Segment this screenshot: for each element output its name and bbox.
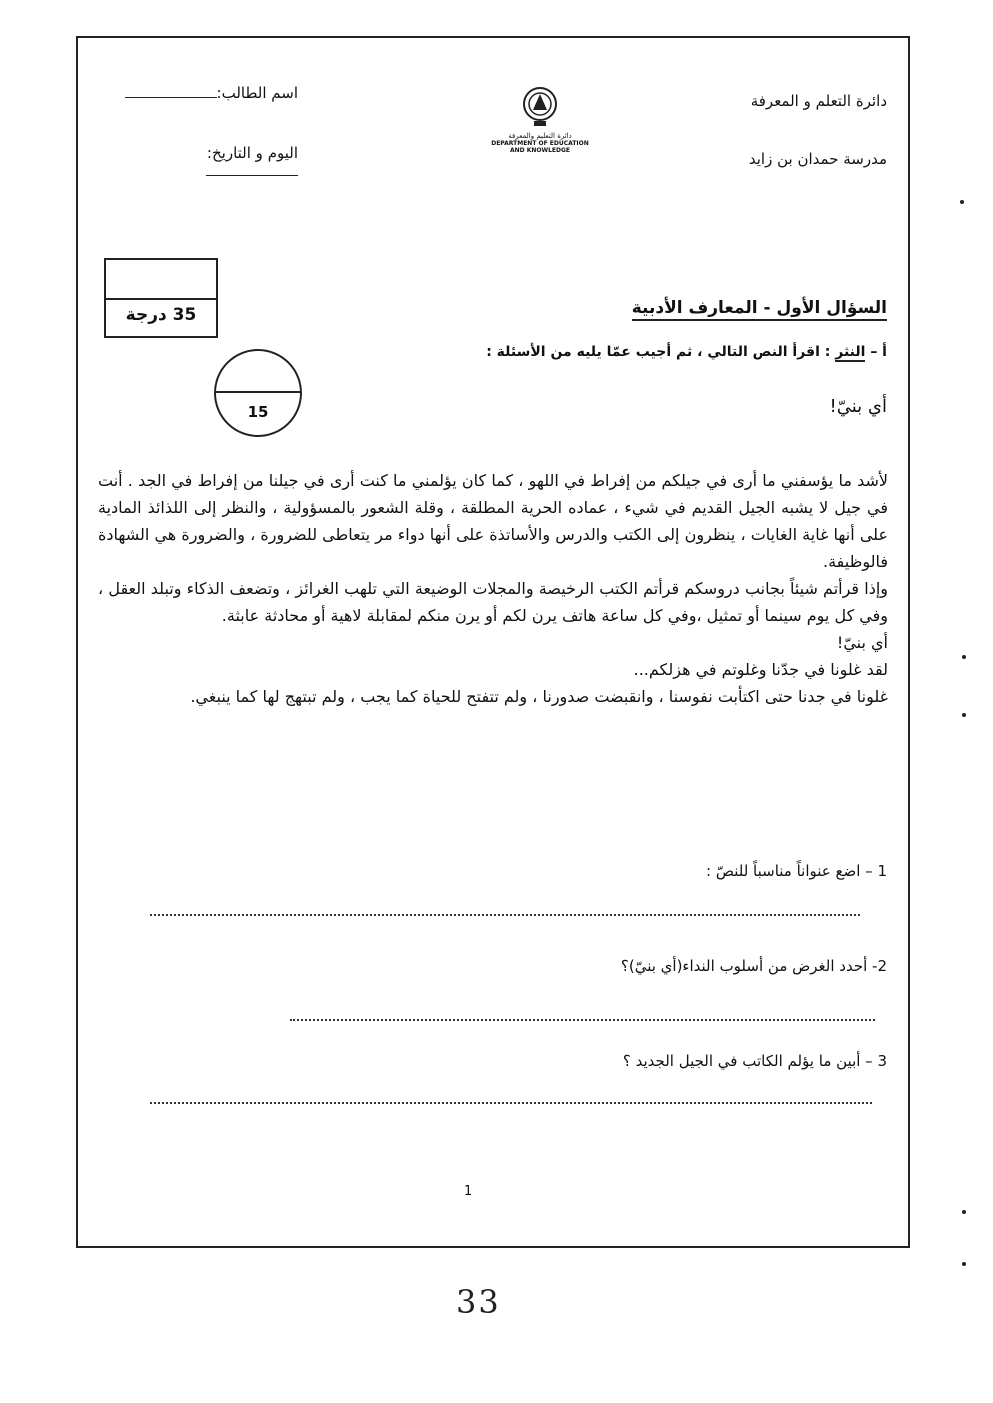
passage-paragraph: أي بنيّ! xyxy=(836,633,888,652)
logo-text-english-2: AND KNOWLEDGE xyxy=(509,147,571,154)
question-subheading xyxy=(486,344,887,360)
school-name: مدرسة حمدان بن زايد xyxy=(748,150,887,168)
page-number: 1 xyxy=(464,1184,473,1199)
section-score: 15 xyxy=(247,403,269,421)
scan-mark xyxy=(962,713,966,717)
department-name: دائرة التعلم و المعرفة xyxy=(750,92,887,110)
student-name-blank xyxy=(125,85,217,98)
scan-mark xyxy=(962,1262,966,1266)
passage-paragraph: لقد غلونا في جدّنا وغلوتم في هزلكم... xyxy=(633,660,888,679)
passage-paragraph: وإذا قرأتم شيئاً بجانب دروسكم قرأتم الكتب الرخيصة والمجلات الوضيعة التي تلهب الغرائز ، وتضعف الذكاء وتبلد العقل ، وفي كل يوم سينما أو تمثيل ،وفي كل ساعة هاتف يرن لكم أو يرن منكم لمقابلة لاهية أو محادثة عابثة. xyxy=(98,579,888,625)
sub-tag: النثر xyxy=(835,344,866,360)
total-score-box xyxy=(104,258,218,338)
passage-paragraph: لأشد ما يؤسفني ما أرى في جيلكم من إفراط في اللهو ، كما كان يؤلمني ما كنت أرى في جيلنا من إفراط في الجد . أنت في جيل لا يشبه الجيل القديم في شيء ، عماده الحرية المطلقة ، وقلة الشعور بالمسؤولية ، والنظر إلى اللذائذ المادية على أنها غاية الغايات ، ينظرون إلى الكتب والدرس والأساتذة على أنها دواء مر يتعاطى للضرورة ، والضرورة هي الشهادة فالوظيفة. xyxy=(98,471,888,571)
question-2: 2- أحدد الغرض من أسلوب النداء(أي بنيّ)؟ xyxy=(620,957,887,975)
passage-body xyxy=(98,467,888,710)
circle-divider xyxy=(216,391,300,393)
logo-text-arabic: دائرة التعليم والمعرفة xyxy=(508,132,572,140)
passage-paragraph: غلونا في جدنا حتى اكتأبت نفوسنا ، وانقبضت صدورنا ، ولم تتفتح للحياة كما يجب ، ولم تبتهج لها كما ينبغي. xyxy=(190,687,888,706)
falcon-emblem-icon xyxy=(520,84,560,128)
date-blank xyxy=(206,163,298,176)
score-divider xyxy=(106,298,216,300)
question-title: السؤال الأول - المعارف الأدبية xyxy=(632,298,887,321)
scan-mark xyxy=(962,655,966,659)
total-score: 35 درجة xyxy=(125,305,197,325)
logo-text-english-1: DEPARTMENT OF EDUCATION xyxy=(491,140,589,147)
date-field xyxy=(118,144,298,180)
scan-mark xyxy=(962,1210,966,1214)
student-name-field xyxy=(118,84,298,102)
answer-line-1[interactable] xyxy=(150,913,860,916)
ministry-logo xyxy=(476,84,604,154)
scan-mark xyxy=(960,200,964,204)
sub-instruction: : اقرأ النص التالي ، ثم أجيب عمّا يليه من الأسئلة : xyxy=(486,344,831,360)
question-3: 3 – أبين ما يؤلم الكاتب في الجيل الجديد ؟ xyxy=(622,1052,887,1070)
handwritten-page-number: 33 xyxy=(456,1283,501,1321)
passage-greeting: أي بنيّ! xyxy=(829,396,887,417)
answer-line-2[interactable] xyxy=(290,1018,875,1021)
date-label: اليوم و التاريخ: xyxy=(206,144,298,162)
answer-line-3[interactable] xyxy=(150,1101,872,1104)
student-name-label: اسم الطالب: xyxy=(216,84,298,102)
section-score-circle xyxy=(214,349,302,437)
sub-label: أ – xyxy=(870,344,887,360)
question-1: 1 – اضع عنواناً مناسباً للنصّ : xyxy=(706,862,887,880)
